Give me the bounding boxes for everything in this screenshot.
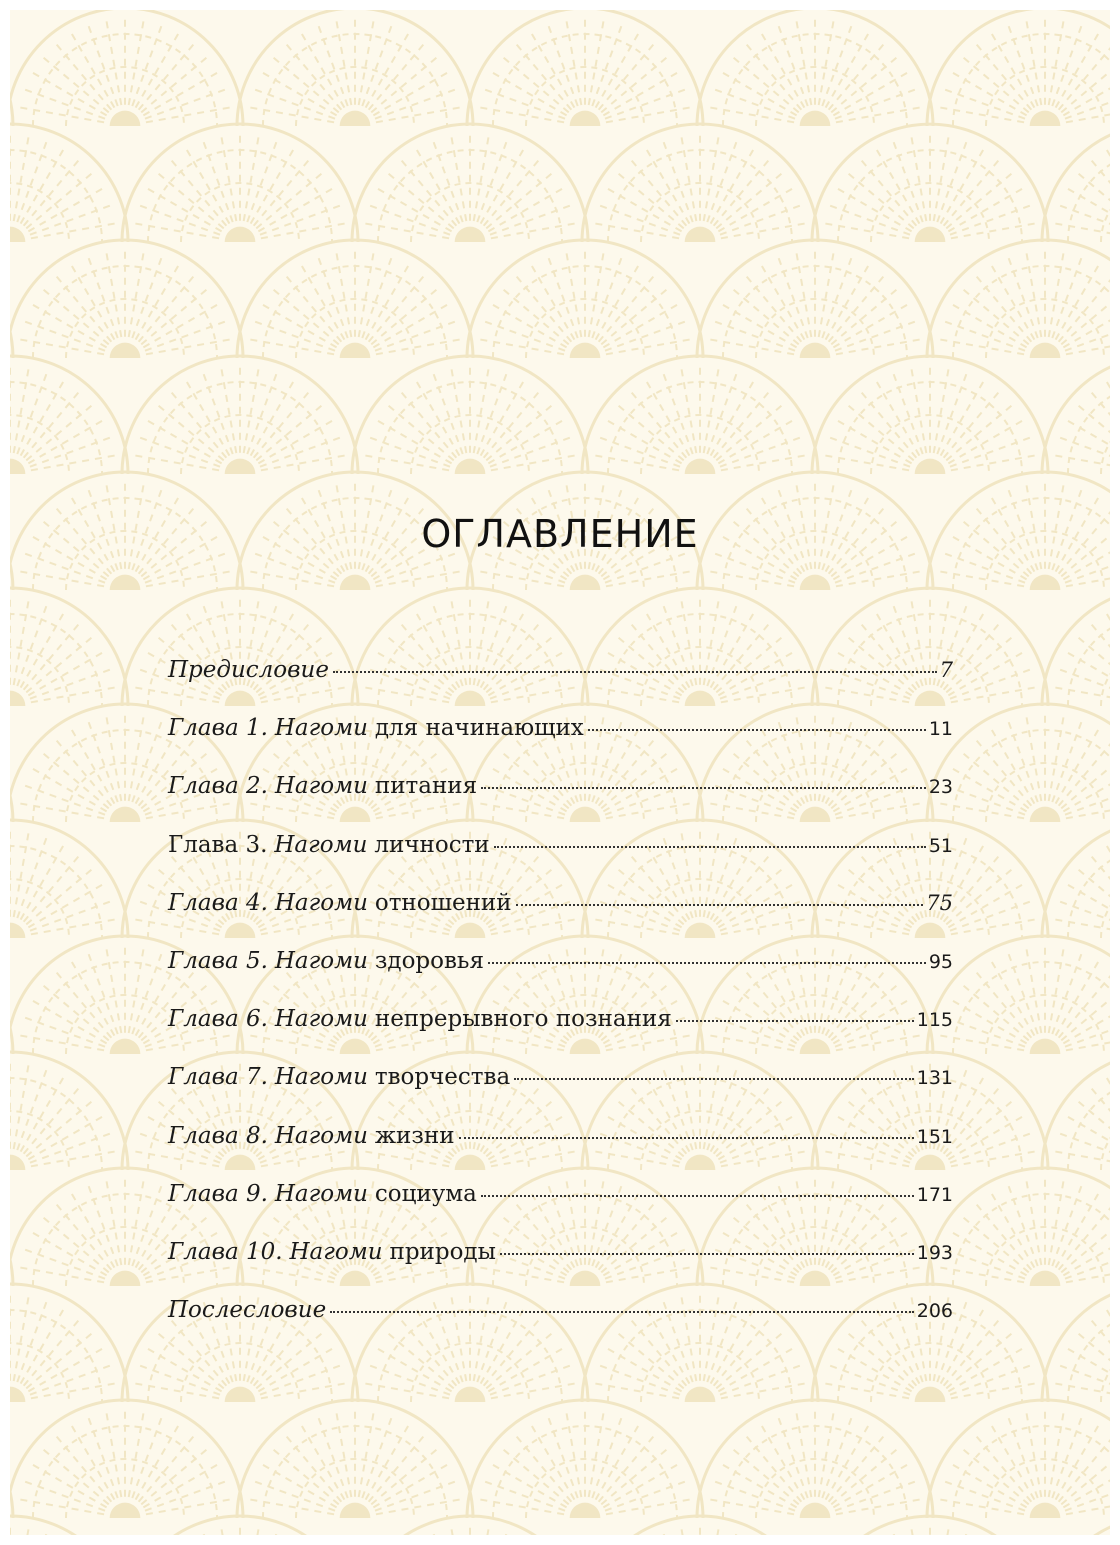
toc-entry[interactable] bbox=[168, 706, 953, 764]
toc-entry-page: 95 bbox=[928, 950, 953, 973]
toc-entry-page: 193 bbox=[916, 1241, 953, 1264]
dot-leader bbox=[481, 1195, 914, 1197]
fan-motif bbox=[812, 124, 1048, 242]
dot-leader bbox=[333, 671, 937, 673]
toc-entry[interactable] bbox=[168, 881, 953, 939]
toc-entry-keyword: Нагоми bbox=[274, 1006, 368, 1033]
fan-motif bbox=[812, 356, 1048, 474]
fan-motif bbox=[10, 1400, 243, 1518]
toc-entry[interactable] bbox=[168, 997, 953, 1055]
dot-leader bbox=[500, 1253, 914, 1255]
toc-entry-prefix: Глава 2. bbox=[168, 773, 268, 800]
dot-leader bbox=[459, 1137, 914, 1139]
toc-entry-prefix: Глава 7. bbox=[168, 1064, 268, 1091]
toc-entry-keyword: Предисловие bbox=[168, 657, 329, 683]
fan-motif bbox=[927, 240, 1110, 358]
toc-entry-page: 131 bbox=[916, 1067, 953, 1090]
fan-motif bbox=[352, 1516, 588, 1535]
toc-entry-prefix: Глава 10. bbox=[168, 1238, 283, 1265]
toc-entry-page: 11 bbox=[928, 718, 953, 741]
dot-leader bbox=[516, 904, 924, 906]
toc-entry-title: отношений bbox=[374, 889, 512, 916]
fan-motif bbox=[467, 240, 703, 358]
toc-entry[interactable] bbox=[168, 1230, 953, 1288]
toc-entry[interactable] bbox=[168, 1288, 953, 1346]
fan-motif bbox=[582, 124, 818, 242]
toc-entry-page: 151 bbox=[916, 1125, 953, 1148]
fan-motif bbox=[1042, 1284, 1110, 1402]
dot-leader bbox=[481, 787, 926, 789]
fan-motif bbox=[697, 240, 933, 358]
toc-entry-prefix: Глава 3. bbox=[168, 831, 268, 858]
toc-entry-keyword: Нагоми bbox=[274, 831, 368, 858]
toc-heading: ОГЛАВЛЕНИЕ bbox=[421, 512, 699, 556]
fan-motif bbox=[10, 10, 243, 126]
toc-entry[interactable] bbox=[168, 1172, 953, 1230]
toc-entry-keyword: Послесловие bbox=[168, 1297, 327, 1324]
toc-entry-title: личности bbox=[374, 831, 490, 858]
toc-entry-prefix: Глава 4. bbox=[168, 889, 268, 916]
fan-motif bbox=[1042, 588, 1110, 706]
toc-entry-keyword: Нагоми bbox=[274, 1064, 368, 1091]
fan-motif bbox=[10, 1400, 13, 1518]
toc-entry-keyword: Нагоми bbox=[274, 773, 368, 800]
toc-entry[interactable] bbox=[168, 1055, 953, 1113]
fan-motif bbox=[927, 1168, 1110, 1286]
toc-entry-title: социума bbox=[374, 1180, 477, 1207]
toc-entry-prefix: Глава 9. bbox=[168, 1180, 268, 1207]
toc-entry-page: 115 bbox=[916, 1009, 953, 1032]
dot-leader bbox=[330, 1311, 914, 1313]
fan-motif bbox=[927, 1400, 1110, 1518]
toc-entry-title: для начинающих bbox=[374, 715, 584, 742]
toc-entry[interactable] bbox=[168, 1114, 953, 1172]
fan-motif bbox=[812, 1516, 1048, 1535]
fan-motif bbox=[122, 124, 358, 242]
toc-entry-prefix: Глава 6. bbox=[168, 1006, 268, 1033]
fan-motif bbox=[467, 10, 703, 126]
fan-motif bbox=[10, 588, 128, 706]
toc-entry-title: жизни bbox=[374, 1122, 455, 1149]
toc-entry-keyword: Нагоми bbox=[274, 889, 368, 916]
toc-entry-title: питания bbox=[374, 773, 478, 800]
fan-motif bbox=[122, 1516, 358, 1535]
fan-motif bbox=[582, 1516, 818, 1535]
fan-motif bbox=[352, 356, 588, 474]
toc-entry-page: 7 bbox=[939, 658, 953, 682]
fan-motif bbox=[10, 124, 128, 242]
toc-entry-keyword: Нагоми bbox=[274, 715, 368, 742]
toc-entry-keyword: Нагоми bbox=[274, 947, 368, 974]
toc-entry-page: 23 bbox=[928, 776, 953, 799]
fan-motif bbox=[1042, 1516, 1110, 1535]
fan-motif bbox=[1042, 356, 1110, 474]
fan-motif bbox=[697, 10, 933, 126]
toc-entry[interactable] bbox=[168, 648, 953, 706]
fan-motif bbox=[1042, 124, 1110, 242]
toc-entry-page: 51 bbox=[928, 834, 953, 857]
fan-motif bbox=[10, 1516, 128, 1535]
fan-motif bbox=[582, 356, 818, 474]
dot-leader bbox=[588, 729, 926, 731]
fan-motif bbox=[10, 704, 13, 822]
toc-entry-keyword: Нагоми bbox=[274, 1180, 368, 1207]
dot-leader bbox=[494, 846, 926, 848]
fan-motif bbox=[10, 936, 13, 1054]
fan-motif bbox=[10, 1168, 13, 1286]
fan-motif bbox=[237, 1400, 473, 1518]
fan-motif bbox=[1042, 820, 1110, 938]
fan-motif bbox=[10, 240, 13, 358]
toc-entry-prefix: Глава 8. bbox=[168, 1122, 268, 1149]
toc-entry-prefix: Глава 5. bbox=[168, 947, 268, 974]
toc-entry-title: природы bbox=[389, 1238, 496, 1265]
dot-leader bbox=[488, 962, 926, 964]
fan-motif bbox=[1042, 1052, 1110, 1170]
toc-entry[interactable] bbox=[168, 823, 953, 881]
fan-motif bbox=[237, 240, 473, 358]
toc-entry[interactable] bbox=[168, 939, 953, 997]
fan-motif bbox=[10, 1284, 128, 1402]
toc-entry-title: здоровья bbox=[374, 947, 484, 974]
fan-motif bbox=[927, 704, 1110, 822]
fan-motif bbox=[10, 356, 128, 474]
fan-motif bbox=[352, 124, 588, 242]
fan-motif bbox=[927, 936, 1110, 1054]
fan-motif bbox=[237, 10, 473, 126]
dot-leader bbox=[514, 1078, 914, 1080]
toc-entry[interactable] bbox=[168, 764, 953, 822]
fan-motif bbox=[10, 1052, 128, 1170]
fan-motif bbox=[10, 820, 128, 938]
toc-entry-keyword: Нагоми bbox=[289, 1238, 383, 1265]
fan-motif bbox=[927, 10, 1110, 126]
fan-motif bbox=[467, 1400, 703, 1518]
fan-motif bbox=[697, 1400, 933, 1518]
fan-motif bbox=[10, 240, 243, 358]
toc-entry-title: непрерывного познания bbox=[374, 1006, 672, 1033]
fan-motif bbox=[122, 356, 358, 474]
fan-motif bbox=[10, 10, 13, 126]
toc-entry-keyword: Нагоми bbox=[274, 1122, 368, 1149]
table-of-contents bbox=[168, 648, 953, 1346]
toc-entry-page: 171 bbox=[916, 1183, 953, 1206]
toc-entry-prefix: Глава 1. bbox=[168, 715, 268, 742]
dot-leader bbox=[676, 1020, 914, 1022]
toc-entry-page: 75 bbox=[926, 890, 953, 915]
toc-entry-page: 206 bbox=[916, 1300, 953, 1323]
toc-entry-title: творчества bbox=[374, 1064, 511, 1091]
